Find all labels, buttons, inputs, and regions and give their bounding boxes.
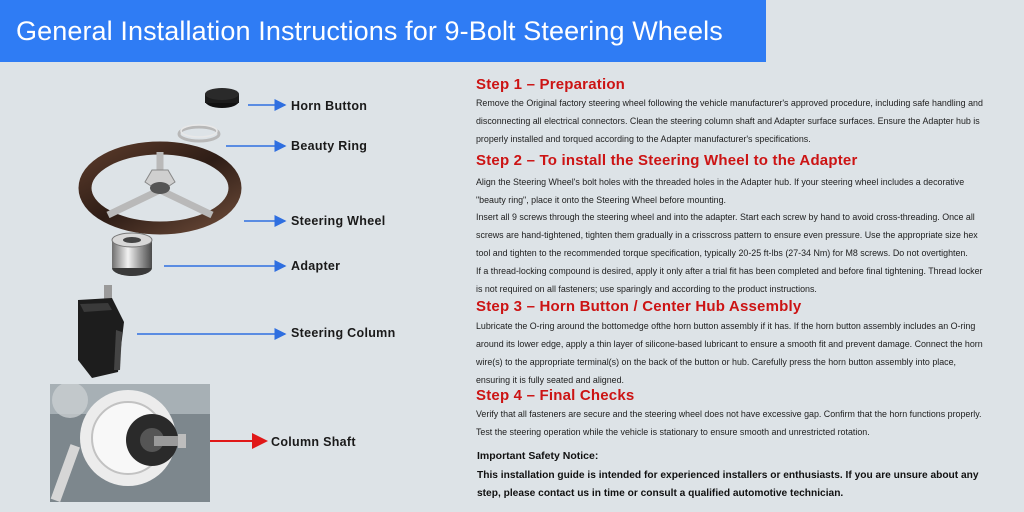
safety-heading: Important Safety Notice: — [477, 450, 599, 462]
step-4-text: Verify that all fasteners are secure and the steering wheel does not have excessive gap. Confirm that the horn functions properly. Test the steering operation while the vehicle is stationary to ensure smooth and unrestricted rotation. — [476, 409, 982, 437]
page-title: General Installation Instructions for 9-Bolt Steering Wheels — [16, 15, 723, 46]
title-banner — [0, 0, 766, 62]
column-shaft-photo — [50, 384, 210, 502]
step-3-title: Step 3 – Horn Button / Center Hub Assembly — [476, 298, 802, 315]
steering-wheel-part — [85, 148, 235, 228]
adapter-part — [112, 233, 152, 276]
step-2-text-1: Align the Steering Wheel's bolt holes with the threaded holes in the Adapter hub. If your steering wheel includes a decorative "beauty ring", place it onto the Steering Wheel before mounting. — [476, 177, 965, 205]
safety-text: This installation guide is intended for experienced installers or enthusiasts. If you are unsure about any step, please contact us in time or consult a qualified automotive technician. — [477, 470, 979, 499]
horn-button-label: Horn Button — [291, 99, 368, 113]
steering-column-part — [78, 285, 124, 378]
beauty-ring-part — [179, 125, 219, 141]
step-4-title: Step 4 – Final Checks — [476, 387, 635, 404]
step-2-title: Step 2 – To install the Steering Wheel to the Adapter — [476, 152, 858, 169]
step-2-text-2: Insert all 9 screws through the steering wheel and into the adapter. Start each screw by hand to avoid cross-threading. Once all screws are hand-tightened, tighten them gradually in a crisscross pattern to ensure even pressure. Use the appropriate size hex tool and tighten to the recommended torque specification, typically 20-25 ft-lbs (27-34 Nm) for M8 screws. Do not overtighten. — [476, 212, 978, 258]
beauty-ring-label: Beauty Ring — [291, 139, 368, 153]
step-3-text: Lubricate the O-ring around the bottomedge ofthe horn button assembly if it has. If the horn button assembly includes an O-ring around its lower edge, apply a thin layer of silicone-based lubricant to ensure a smooth fit and prevent damage. Connect the horn wire(s) to the appropriate terminal(s) on the back of the button or hub. Carefully press the horn button assembly into place, ensuring it is fully seated and aligned. — [476, 321, 983, 385]
steering-column-label: Steering Column — [291, 326, 396, 340]
step-2-text-3: If a thread-locking compound is desired, apply it only after a trial fit has been completed and before final tightening. Thread locker is not required on all fasteners; use sparingly and according to the product instructions. — [476, 266, 983, 294]
adapter-label: Adapter — [291, 259, 341, 273]
column-shaft-label: Column Shaft — [271, 435, 356, 449]
horn-button-part — [205, 88, 239, 108]
step-1-text: Remove the Original factory steering wheel following the vehicle manufacturer's approved procedure, including safe handling and disconnecting all electrical connectors. Clean the steering column shaft and Adapter surface surfaces. Ensure the Adapter hub is properly installed and torqued according to the Adapter manufacturer's specifications. — [476, 98, 983, 144]
step-1-title: Step 1 – Preparation — [476, 76, 626, 93]
steering-wheel-label: Steering Wheel — [291, 214, 386, 228]
